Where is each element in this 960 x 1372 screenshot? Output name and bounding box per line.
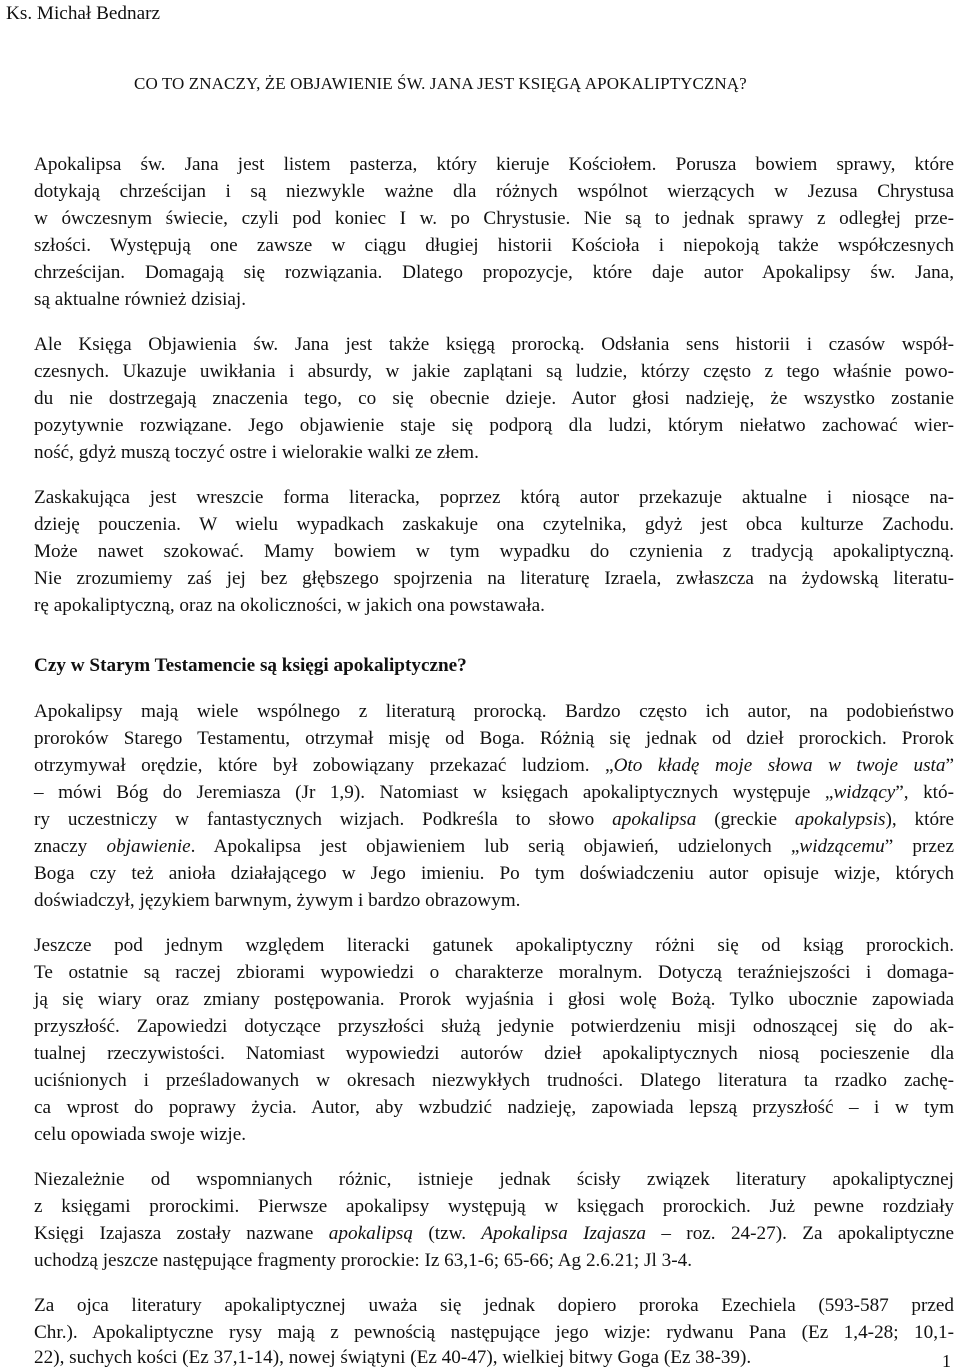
paragraph-line: ją się wiary oraz zmiany postępowania. Prorok wyjaśnia i głosi wolę Bożą. Tylko ubocznie zapowiada <box>34 989 954 1010</box>
section-heading: Czy w Starym Testamencie są księgi apokaliptyczne? <box>34 655 467 676</box>
paragraph-line: otrzymywał orędzie, które był zobowiązany przekazać ludziom. „Oto kładę moje słowa w twoje usta” <box>34 755 954 776</box>
paragraph-line: doświadczył, językiem barwnym, żywym i bardzo obrazowym. <box>34 890 521 911</box>
paragraph-line: szłości. Występują one zawsze w ciągu długiej historii Kościoła i niepokoją także współczesnych <box>34 235 954 256</box>
paragraph-line: Chr.). Apokaliptyczne rysy mają z pewnością następujące jego wizje: rydwanu Pana (Ez 1,4-28; 10,1- <box>34 1322 954 1343</box>
paragraph-line: znaczy objawienie. Apokalipsa jest objawieniem lub serią objawień, udzielonych „widzącemu” przez <box>34 836 954 857</box>
author-name: Ks. Michał Bednarz <box>6 3 160 24</box>
paragraph-line: ność, gdyż muszą toczyć ostre i wielorakie walki ze złem. <box>34 442 479 463</box>
paragraph-line: Apokalipsa św. Jana jest listem pasterza, który kieruje Kościołem. Porusza bowiem sprawy, które <box>34 154 954 175</box>
paragraph-line: ca wprost do poprawy życia. Autor, aby wzbudzić nadzieję, zapowiada lepszą przyszłość – i w tym <box>34 1097 954 1118</box>
paragraph-line: w ówczesnym świecie, czyli pod koniec I w. po Chrystusie. Nie są to jednak sprawy z odległej prze- <box>34 208 954 229</box>
paragraph-line: 22), suchych kości (Ez 37,1-14), nowej świątyni (Ez 40-47), wielkiej bitwy Goga (Ez 38-39). <box>34 1347 752 1368</box>
paragraph-line: Zaskakująca jest wreszcie forma literacka, poprzez którą autor przekazuje aktualne i niosące na- <box>34 487 954 508</box>
paragraph-line: z księgami prorockimi. Pierwsze apokalipsy występują w księgach prorockich. Już pewne rozdziały <box>34 1196 954 1217</box>
paragraph-line: przyszłość. Zapowiedzi dotyczące przyszłości służą jedynie potwierdzeniu misji odnoszącej się do ak- <box>34 1016 954 1037</box>
paragraph-line: Jeszcze pod jednym względem literacki gatunek apokaliptyczny różni się od ksiąg prorockich. <box>34 935 954 956</box>
paragraph-line: – mówi Bóg do Jeremiasza (Jr 1,9). Natomiast w księgach apokaliptycznych występuje „widzący”, któ- <box>34 782 954 803</box>
paragraph-line: dotykają chrześcijan i są niezwykle ważne dla różnych wspólnot wierzących w Jezusa Chrystusa <box>34 181 954 202</box>
paragraph-line: celu opowiada swoje wizje. <box>34 1124 247 1145</box>
page-number: 1 <box>942 1351 951 1371</box>
paragraph-line: są aktualne również dzisiaj. <box>34 289 247 310</box>
paragraph-line: Może nawet szokować. Mamy bowiem w tym wypadku do czynienia z tradycją apokaliptyczną. <box>34 541 954 562</box>
paragraph-line: uchodzą jeszcze następujące fragmenty prorockie: Iz 63,1-6; 65-66; Ag 2.6.21; Jl 3-4. <box>34 1250 693 1271</box>
paragraph-line: Niezależnie od wspomnianych różnic, istnieje jednak ścisły związek literatury apokaliptycznej <box>34 1169 954 1190</box>
paragraph-line: Księgi Izajasza zostały nazwane apokalipsą (tzw. Apokalipsa Izajasza – roz. 24-27). Za apokaliptyczne <box>34 1223 955 1244</box>
paragraph-line: proroków Starego Testamentu, otrzymał misję od Boga. Różnią się jednak od dzieł prorockich. Prorok <box>34 728 954 749</box>
paragraph-line: czesnych. Ukazuje uwikłania i absurdy, w jakie zaplątani są ludzie, którzy często z tego właśnie powo- <box>34 361 954 382</box>
paragraph-line: Apokalipsy mają wiele wspólnego z literaturą prorocką. Bardzo często ich autor, na podobieństwo <box>34 701 954 722</box>
paragraph-line: dzieję pouczenia. W wielu wypadkach zaskakuje ona czytelnika, gdyż jest obca kulturze Zachodu. <box>34 514 954 535</box>
document-title: CO TO ZNACZY, ŻE OBJAWIENIE ŚW. JANA JEST KSIĘGĄ APOKALIPTYCZNĄ? <box>134 74 747 93</box>
paragraph-line: ry uczestniczy w fantastycznych wizjach. Podkreśla to słowo apokalipsa (greckie apokalypsis), które <box>34 809 954 830</box>
paragraph-line: du nie dostrzegają znaczenia tego, co się obecnie dzieje. Autor głosi nadzieję, że wszystko zostanie <box>34 388 954 409</box>
paragraph-line: Nie zrozumiemy zaś jej bez głębszego spojrzenia na literaturę Izraela, zwłaszcza na żydowską literatu- <box>34 568 954 589</box>
paragraph-line: Boga czy też anioła działającego w Jego imieniu. Po tym doświadczeniu autor opisuje wizje, których <box>34 863 954 884</box>
paragraph-line: tualnej rzeczywistości. Natomiast wypowiedzi autorów dzieł apokaliptycznych niosą pocieszenie dla <box>34 1043 954 1064</box>
paragraph-line: chrześcijan. Domagają się rozwiązania. Dlatego propozycje, które daje autor Apokalipsy św. Jana, <box>34 262 954 283</box>
paragraph-line: pozytywnie rozwiązane. Jego objawienie staje się podporą dla ludzi, którym niełatwo zachować wier- <box>34 415 954 436</box>
paragraph-line: Te ostatnie są raczej zbiorami wypowiedzi o charakterze moralnym. Dotyczą teraźniejszości i domaga- <box>34 962 954 983</box>
paragraph-line: Za ojca literatury apokaliptycznej uważa się jednak dopiero proroka Ezechiela (593-587 przed <box>34 1295 954 1316</box>
paragraph-line: Ale Księga Objawienia św. Jana jest także księgą prorocką. Odsłania sens historii i czasów współ- <box>34 334 954 355</box>
paragraph-line: rę apokaliptyczną, oraz na okoliczności, w jakich ona powstawała. <box>34 595 545 616</box>
paragraph-line: uciśnionych i prześladowanych w okresach niezwykłych trudności. Dlatego literatura ta rzadko zachę- <box>34 1070 954 1091</box>
